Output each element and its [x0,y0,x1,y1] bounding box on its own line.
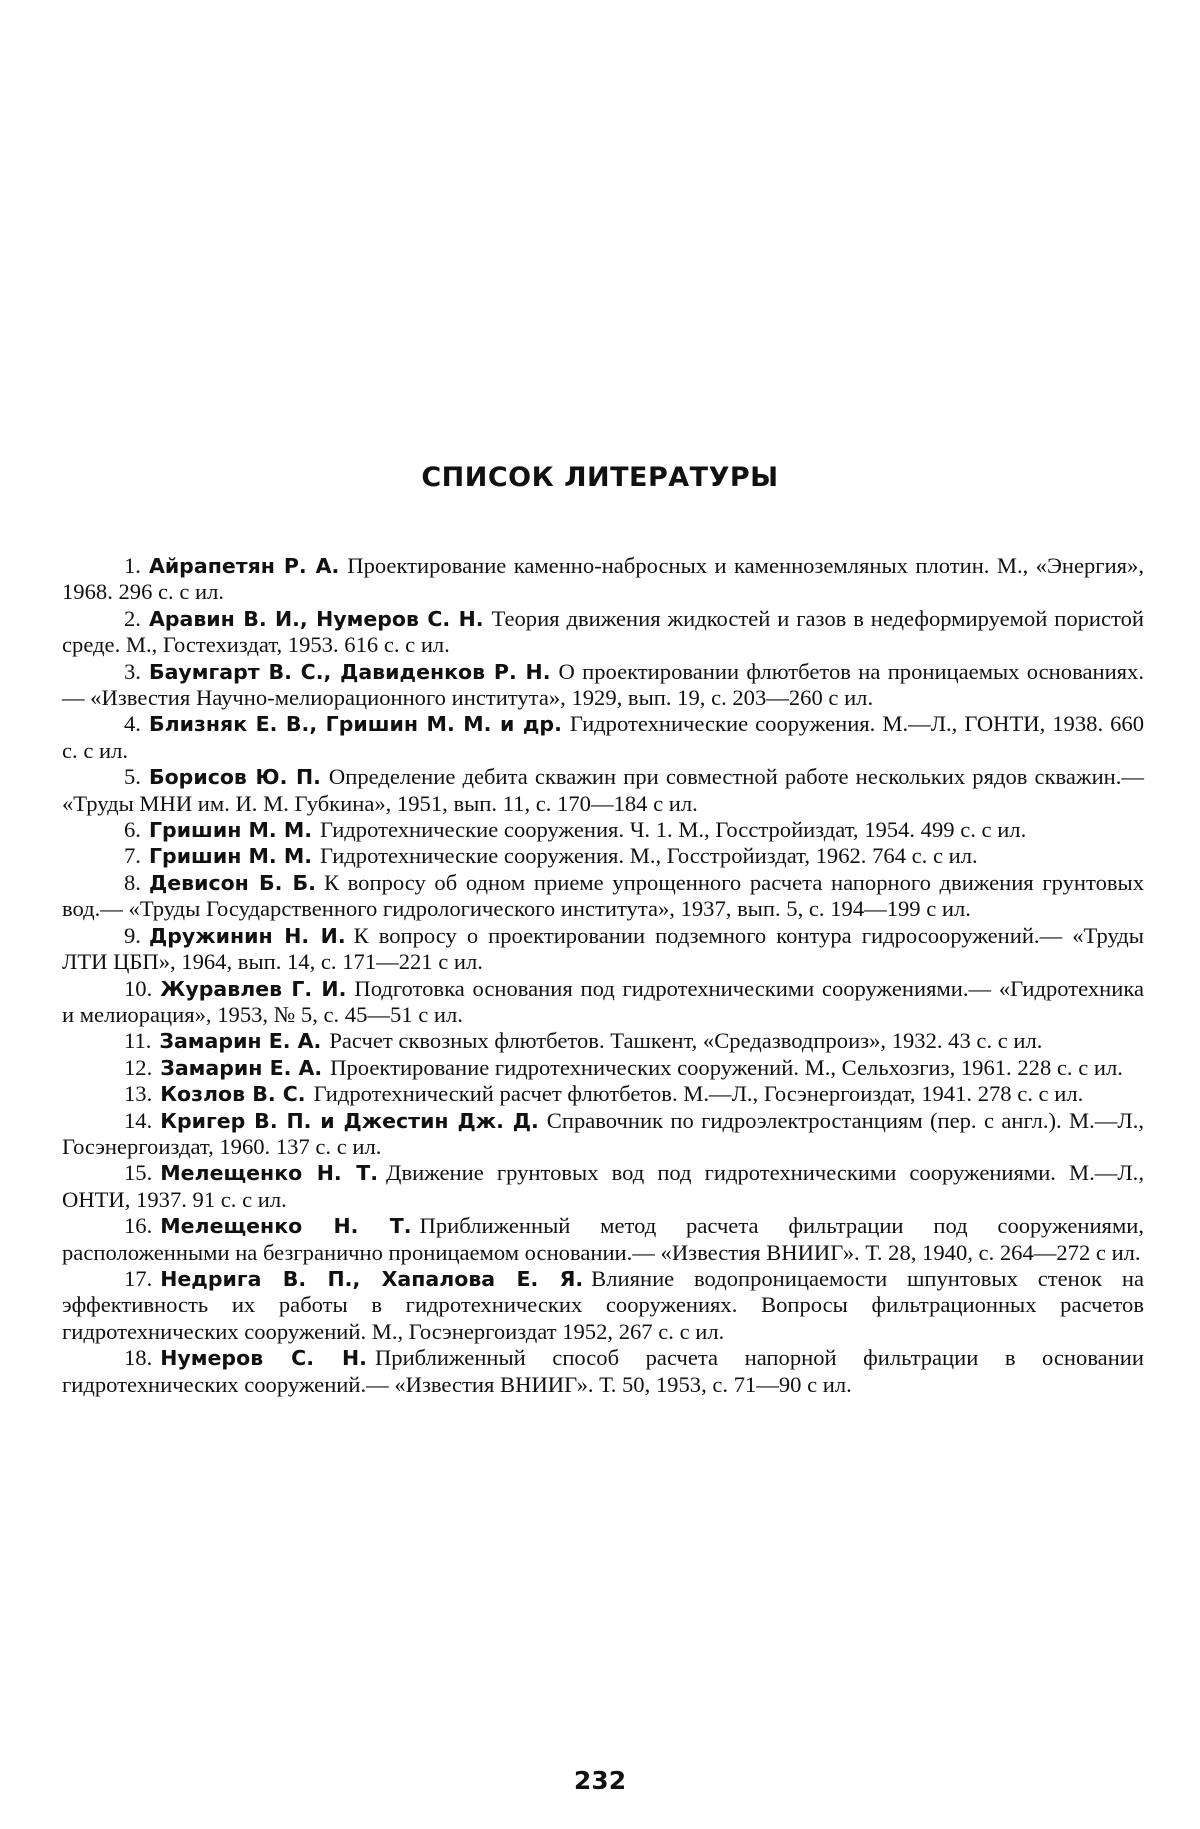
reference-text: Проектирование каменно-набросных и каменноземляных плотин. М., «Энергия», 1968. 296 с. с ил. [62,553,1144,605]
reference-text: Проектирование гидротехнических сооружений. М., Сельхозгиз, 1961. 228 с. с ил. [330,1054,1123,1080]
reference-authors: Айрапетян Р. А. [148,554,340,578]
reference-item [62,1266,1144,1345]
reference-text: Движение грунтовых вод под гидротехническими сооружениями. М.—Л., ОНТИ, 1937. 91 с. с ил. [62,1160,1144,1212]
reference-number: 9. [124,922,141,948]
reference-number: 14. [124,1107,153,1133]
reference-item [62,659,1144,712]
reference-number: 10. [124,975,153,1001]
reference-item [62,843,1144,869]
reference-text: Влияние водопроницаемости шпунтовых стенок на эффективность их работы в гидротехнических сооружениях. Вопросы фильтрационных расчетов гидротехнических сооружений. М., Госэнергоиздат 1952, 267 с. с ил. [62,1265,1144,1344]
reference-number: 2. [124,605,141,631]
reference-authors: Кригер В. П. и Джестин Дж. Д. [160,1108,539,1133]
page-title: СПИСОК ЛИТЕРАТУРЫ [421,462,779,493]
reference-item [62,817,1144,843]
reference-authors: Недрига В. П., Хапалова Е. Я. [160,1266,584,1291]
reference-text: О проектировании флютбетов на проницаемых основаниях.— «Известия Научно-мелиорационного института», 1929, вып. 19, с. 203—260 с ил. [62,658,1144,711]
reference-list [62,553,1144,1398]
reference-item [62,1345,1144,1398]
reference-number: 16. [124,1213,153,1239]
reference-item [62,1081,1144,1107]
reference-text: Определение дебита скважин при совместной работе нескольких рядов скважин.— «Труды МНИ им. И. М. Губкина», 1951, вып. 11, с. 170—184 с ил. [62,764,1144,816]
reference-number: 5. [124,764,141,790]
reference-number: 6. [124,817,141,843]
reference-text: Гидротехнические сооружения. М., Госстройиздат, 1962. 764 с. с ил. [320,843,978,869]
reference-text: К вопросу о проектировании подземного контура гидросооружений.— «Труды ЛТИ ЦБП», 1964, вып. 14, с. 171—221 с ил. [62,922,1144,975]
reference-text: Расчет сквозных флютбетов. Ташкент, «Средазводпроиз», 1932. 43 с. с ил. [329,1028,1043,1054]
reference-authors: Нумеров С. Н. [160,1346,367,1371]
reference-number: 7. [124,843,141,869]
reference-authors: Борисов Ю. П. [148,765,321,790]
reference-item [62,1108,1144,1161]
reference-text: Приближенный метод расчета фильтрации под сооружениями, расположенными на безгранично проницаемом основании.— «Известия ВНИИГ». Т. 28, 1940, с. 264—272 с ил. [62,1213,1144,1265]
reference-number: 3. [124,658,141,684]
reference-item [62,923,1144,976]
reference-authors: Козлов В. С. [160,1082,306,1107]
reference-item [62,1213,1144,1266]
reference-text: Гидротехнический расчет флютбетов. М.—Л., Госэнергоиздат, 1941. 278 с. с ил. [313,1081,1084,1107]
reference-authors: Баумгарт В. С., Давиденков Р. Н. [148,659,551,684]
reference-item [62,1028,1144,1054]
reference-item [62,1055,1144,1081]
reference-number: 11. [124,1028,152,1054]
reference-text: К вопросу об одном приеме упрощенного расчета напорного движения грунтовых вод.— «Труды Государственного гидрологического института», 1937, вып. 5, с. 194—199 с ил. [62,869,1145,922]
page-number: 232 [573,1766,627,1795]
reference-number: 8. [124,869,141,895]
reference-item [62,711,1144,764]
reference-item [62,553,1144,606]
reference-authors: Гришин М. М. [148,818,313,843]
reference-item [62,976,1144,1029]
reference-number: 1. [124,553,141,578]
reference-authors: Аравин В. И., Нумеров С. Н. [148,606,484,631]
reference-authors: Замарин Е. А. [159,1029,322,1054]
reference-number: 12. [124,1054,153,1080]
reference-authors: Журавлев Г. И. [160,976,347,1001]
reference-number: 18. [124,1345,153,1371]
reference-item [62,870,1144,923]
reference-text: Гидротехнические сооружения. Ч. 1. М., Госстройиздат, 1954. 499 с. с ил. [320,817,1027,843]
reference-authors: Замарин Е. А. [160,1055,323,1080]
reference-authors: Мелещенко Н. Т. [160,1214,412,1239]
reference-number: 17. [124,1265,153,1291]
reference-number: 13. [124,1081,153,1107]
reference-item [62,764,1144,817]
reference-authors: Дружинин Н. И. [148,923,346,948]
reference-authors: Девисон Б. Б. [148,870,316,895]
reference-item [62,1160,1144,1213]
reference-number: 15. [124,1160,153,1186]
reference-text: Приближенный способ расчета напорной фильтрации в основании гидротехнических сооружений.— «Известия ВНИИГ». Т. 50, 1953, с. 71—90 с ил. [62,1345,1144,1397]
reference-item [62,606,1144,659]
reference-authors: Гришин М. М. [148,844,313,869]
reference-authors: Мелещенко Н. Т. [160,1161,379,1186]
reference-text: Подготовка основания под гидротехническими сооружениями.— «Гидротехника и мелиорация», 1953, № 5, с. 45—51 с ил. [62,975,1144,1027]
reference-text: Справочник по гидроэлектростанциям (пер. с англ.). М.—Л., Госэнергоиздат, 1960. 137 с. с ил. [62,1107,1144,1159]
reference-authors: Близняк Е. В., Гришин М. М. и др. [148,712,562,737]
reference-text: Гидротехнические сооружения. М.—Л., ГОНТИ, 1938. 660 с. с ил. [62,711,1145,763]
reference-text: Теория движения жидкостей и газов в недеформируемой пористой среде. М., Гостехиздат, 1953. 616 с. с ил. [62,605,1145,658]
reference-number: 4. [124,711,141,737]
